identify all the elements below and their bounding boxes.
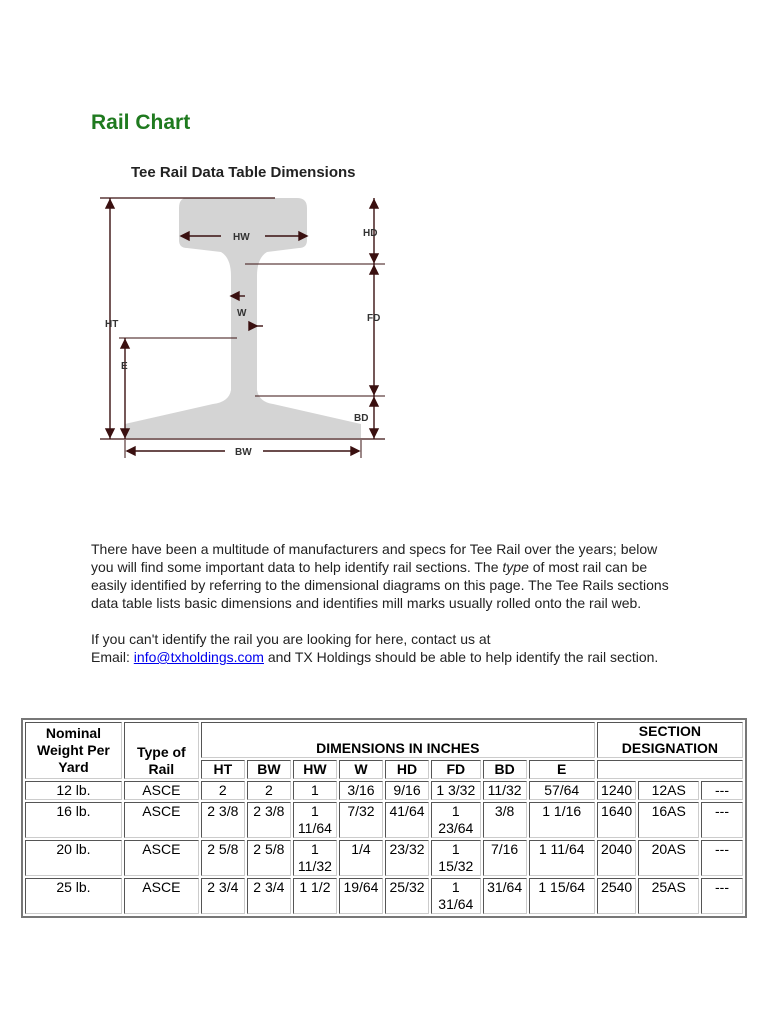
rail-data-table: [21, 718, 747, 918]
cell-weight: 20 lb.: [25, 840, 122, 876]
cell-weight: 16 lb.: [25, 802, 122, 838]
cell-bw: 2 3/4: [247, 878, 291, 914]
header-section-blank: [597, 760, 743, 779]
cell-e: 57/64: [529, 781, 595, 800]
header-col-bd: BD: [483, 760, 527, 779]
header-col-hd: HD: [385, 760, 429, 779]
cell-fd: 1 23/64: [431, 802, 481, 838]
label-fd: FD: [367, 313, 381, 324]
cell-type: ASCE: [124, 802, 199, 838]
cell-bd: 11/32: [483, 781, 527, 800]
header-dimensions: DIMENSIONS IN INCHES: [201, 722, 595, 758]
cell-w: 19/64: [339, 878, 383, 914]
cell-bd: 31/64: [483, 878, 527, 914]
cell-e: 1 15/64: [529, 878, 595, 914]
cell-hw: 1 11/32: [293, 840, 337, 876]
header-rail-type: Type of Rail: [124, 722, 199, 779]
header-col-hw: HW: [293, 760, 337, 779]
cell-type: ASCE: [124, 878, 199, 914]
header-col-w: W: [339, 760, 383, 779]
cell-section-2: 25AS: [638, 878, 699, 914]
table-header-row-1: [25, 722, 743, 758]
email-link[interactable]: info@txholdings.com: [133, 649, 264, 665]
cell-bw: 2 3/8: [247, 802, 291, 838]
label-bd: BD: [354, 413, 369, 424]
cell-ht: 2: [201, 781, 245, 800]
page-title: Rail Chart: [91, 111, 191, 134]
cell-section-1: 2040: [597, 840, 637, 876]
cell-section-3: ---: [701, 781, 743, 800]
label-hw: HW: [233, 232, 250, 243]
cell-section-3: ---: [701, 878, 743, 914]
cell-weight: 25 lb.: [25, 878, 122, 914]
header-col-e: E: [529, 760, 595, 779]
table-row: [25, 840, 743, 876]
header-section-designation: SECTION DESIGNATION: [597, 722, 743, 758]
cell-e: 1 1/16: [529, 802, 595, 838]
cell-bd: 7/16: [483, 840, 527, 876]
cell-w: 7/32: [339, 802, 383, 838]
cell-section-2: 20AS: [638, 840, 699, 876]
cell-hd: 23/32: [385, 840, 429, 876]
cell-fd: 1 15/32: [431, 840, 481, 876]
cell-section-1: 1240: [597, 781, 637, 800]
cell-section-3: ---: [701, 802, 743, 838]
cell-hw: 1: [293, 781, 337, 800]
cell-ht: 2 3/4: [201, 878, 245, 914]
label-bw: BW: [235, 447, 252, 458]
cell-fd: 1 3/32: [431, 781, 481, 800]
cell-ht: 2 5/8: [201, 840, 245, 876]
cell-hw: 1 11/64: [293, 802, 337, 838]
cell-section-2: 16AS: [638, 802, 699, 838]
label-hd: HD: [363, 228, 378, 239]
cell-bw: 2: [247, 781, 291, 800]
cell-bd: 3/8: [483, 802, 527, 838]
cell-section-1: 1640: [597, 802, 637, 838]
header-col-fd: FD: [431, 760, 481, 779]
cell-weight: 12 lb.: [25, 781, 122, 800]
intro-paragraph-2: If you can't identify the rail you are looking for here, contact us at Email: info@txholdings.com and TX Holdings should be able to help identify the rail section.: [91, 631, 659, 665]
cell-fd: 1 31/64: [431, 878, 481, 914]
label-w: W: [237, 308, 247, 319]
header-col-bw: BW: [247, 760, 291, 779]
table-row: [25, 781, 743, 800]
header-nominal-weight: Nominal Weight Per Yard: [25, 722, 122, 779]
table-row: [25, 878, 743, 914]
tee-rail-diagram: [95, 158, 395, 468]
intro-paragraph-1: There have been a multitude of manufacturers and specs for Tee Rail over the years; below you will find some important data to help identify rail sections. The type of most rail can be easily identified by referring to the dimensional diagrams on this page. The Tee Rails sections data table lists basic dimensions and identifies mill marks usually rolled onto the rail web.: [91, 541, 669, 611]
cell-hd: 41/64: [385, 802, 429, 838]
cell-hw: 1 1/2: [293, 878, 337, 914]
label-e: E: [121, 361, 128, 372]
diagram-title: Tee Rail Data Table Dimensions: [131, 164, 356, 181]
label-ht: HT: [105, 319, 119, 330]
table-row: [25, 802, 743, 838]
cell-section-3: ---: [701, 840, 743, 876]
cell-w: 1/4: [339, 840, 383, 876]
header-col-ht: HT: [201, 760, 245, 779]
cell-w: 3/16: [339, 781, 383, 800]
cell-section-1: 2540: [597, 878, 637, 914]
cell-hd: 9/16: [385, 781, 429, 800]
cell-bw: 2 5/8: [247, 840, 291, 876]
cell-type: ASCE: [124, 781, 199, 800]
cell-type: ASCE: [124, 840, 199, 876]
cell-ht: 2 3/8: [201, 802, 245, 838]
cell-section-2: 12AS: [638, 781, 699, 800]
cell-e: 1 11/64: [529, 840, 595, 876]
cell-hd: 25/32: [385, 878, 429, 914]
intro-text: [91, 540, 681, 684]
